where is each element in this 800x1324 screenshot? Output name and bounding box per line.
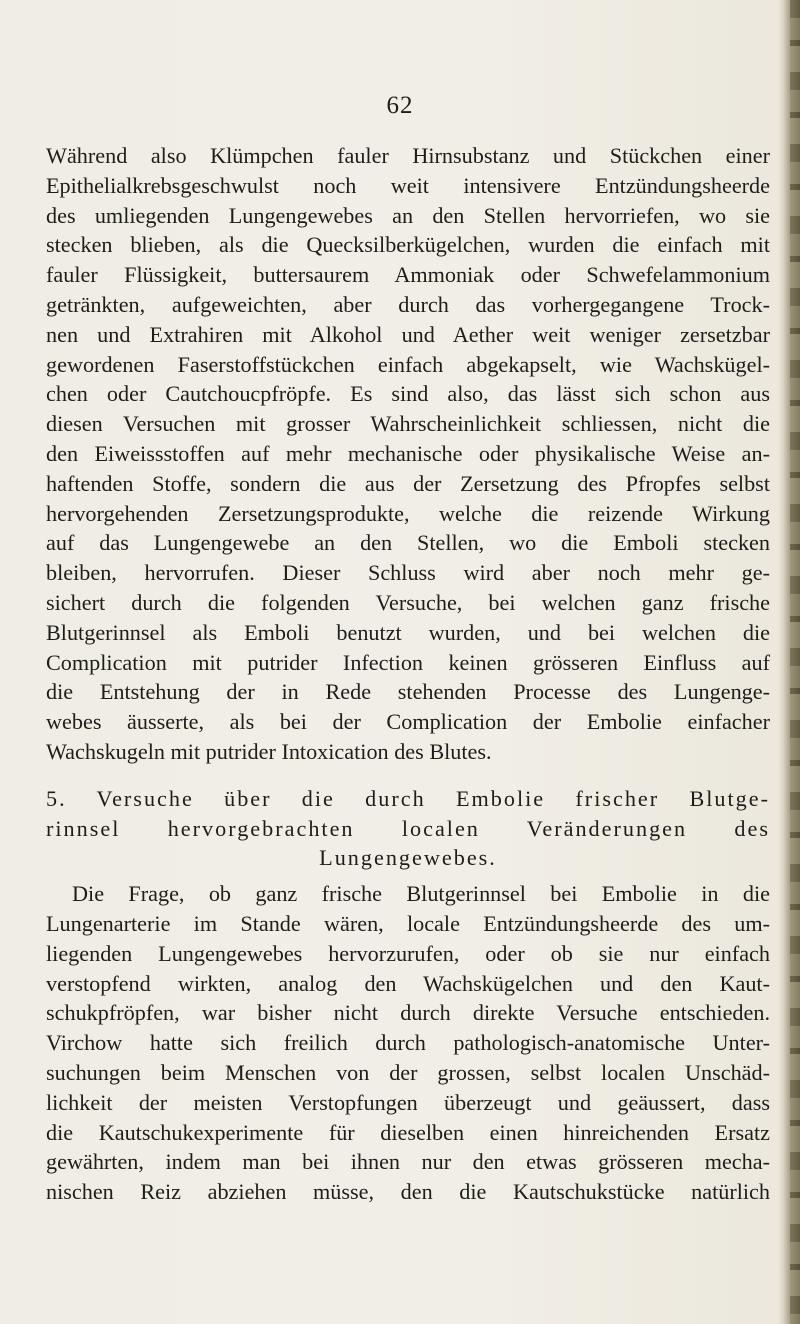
text-line: webes äusserte, als bei der Complication der Embolie einfacher <box>46 709 770 735</box>
text-line: diesen Versuchen mit grosser Wahrscheinlichkeit schliessen, nicht die <box>46 411 770 437</box>
text-line: suchungen beim Menschen von der grossen, selbst localen Unschäd- <box>46 1059 770 1085</box>
heading-line: rinnsel hervorgebrachten localen Veränderungen des <box>46 815 770 841</box>
text-line: verstopfend wirkten, analog den Wachskügelchen und den Kaut- <box>46 970 770 996</box>
text-line: stecken blieben, als die Quecksilberkügelchen, wurden die einfach mit <box>46 232 770 258</box>
book-binding-shadow <box>790 0 800 1324</box>
text-line: Blutgerinnsel als Emboli benutzt wurden, und bei welchen die <box>46 619 770 645</box>
paragraph-1 <box>46 141 770 767</box>
text-line: fauler Flüssigkeit, buttersaurem Ammoniak oder Schwefelammonium <box>46 262 770 288</box>
text-line: die Entstehung der in Rede stehenden Processe des Lungenge- <box>46 679 770 705</box>
text-line: bleiben, hervorrufen. Dieser Schluss wird aber noch mehr ge- <box>46 560 770 586</box>
text-line: nischen Reiz abziehen müsse, den die Kautschukstücke natürlich <box>46 1179 770 1205</box>
text-line: schukpfröpfen, war bisher nicht durch direkte Versuche entschieden. <box>46 1000 770 1026</box>
text-line: nen und Extrahiren mit Alkohol und Aether weit weniger zersetzbar <box>46 321 770 347</box>
text-line: Wachskugeln mit putrider Intoxication des Blutes. <box>46 738 492 764</box>
text-line: liegenden Lungengewebes hervorzurufen, oder ob sie nur einfach <box>46 940 770 966</box>
text-line: Die Frage, ob ganz frische Blutgerinnsel bei Embolie in die <box>72 881 770 907</box>
text-line: des umliegenden Lungengewebes an den Stellen hervorriefen, wo sie <box>46 202 770 228</box>
text-line: Complication mit putrider Infection keinen grösseren Einfluss auf <box>46 649 770 675</box>
page-number: 62 <box>386 92 414 119</box>
text-line: auf das Lungengewebe an den Stellen, wo die Emboli stecken <box>46 530 770 556</box>
section-gap <box>46 767 770 784</box>
text-line: sichert durch die folgenden Versuche, bei welchen ganz frische <box>46 589 770 615</box>
page-text <box>46 141 770 1207</box>
text-line: Epithelialkrebsgeschwulst noch weit intensivere Entzündungsheerde <box>46 172 770 198</box>
heading-line: 5. Versuche über die durch Embolie frischer Blutge- <box>46 785 770 811</box>
text-line: die Kautschukexperimente für dieselben einen hinreichenden Ersatz <box>46 1119 770 1145</box>
text-line: lichkeit der meisten Verstopfungen überzeugt und geäussert, dass <box>46 1089 770 1115</box>
text-line: chen oder Cautchoucpfröpfe. Es sind also, das lässt sich schon aus <box>46 381 770 407</box>
paragraph-2 <box>46 879 770 1207</box>
text-line: Während also Klümpchen fauler Hirnsubstanz und Stückchen einer <box>46 143 770 168</box>
text-line: hervorgehenden Zersetzungsprodukte, welche die reizende Wirkung <box>46 500 770 526</box>
text-line: gewährten, indem man bei ihnen nur den etwas grösseren mecha- <box>46 1149 770 1175</box>
text-line: den Eiweissstoffen auf mehr mechanische oder physikalische Weise an- <box>46 440 770 466</box>
text-line: getränkten, aufgeweichten, aber durch das vorhergegangene Trock- <box>46 291 770 317</box>
heading-line: Lungengewebes. <box>319 845 497 871</box>
text-line: gewordenen Faserstoffstückchen einfach abgekapselt, wie Wachskügel- <box>46 351 770 377</box>
text-line: haftenden Stoffe, sondern die aus der Zersetzung des Pfropfes selbst <box>46 470 770 496</box>
text-line: Lungenarterie im Stande wären, locale Entzündungsheerde des um- <box>46 910 770 936</box>
section-heading <box>46 784 770 873</box>
text-line: Virchow hatte sich freilich durch pathologisch-anatomische Unter- <box>46 1030 770 1056</box>
